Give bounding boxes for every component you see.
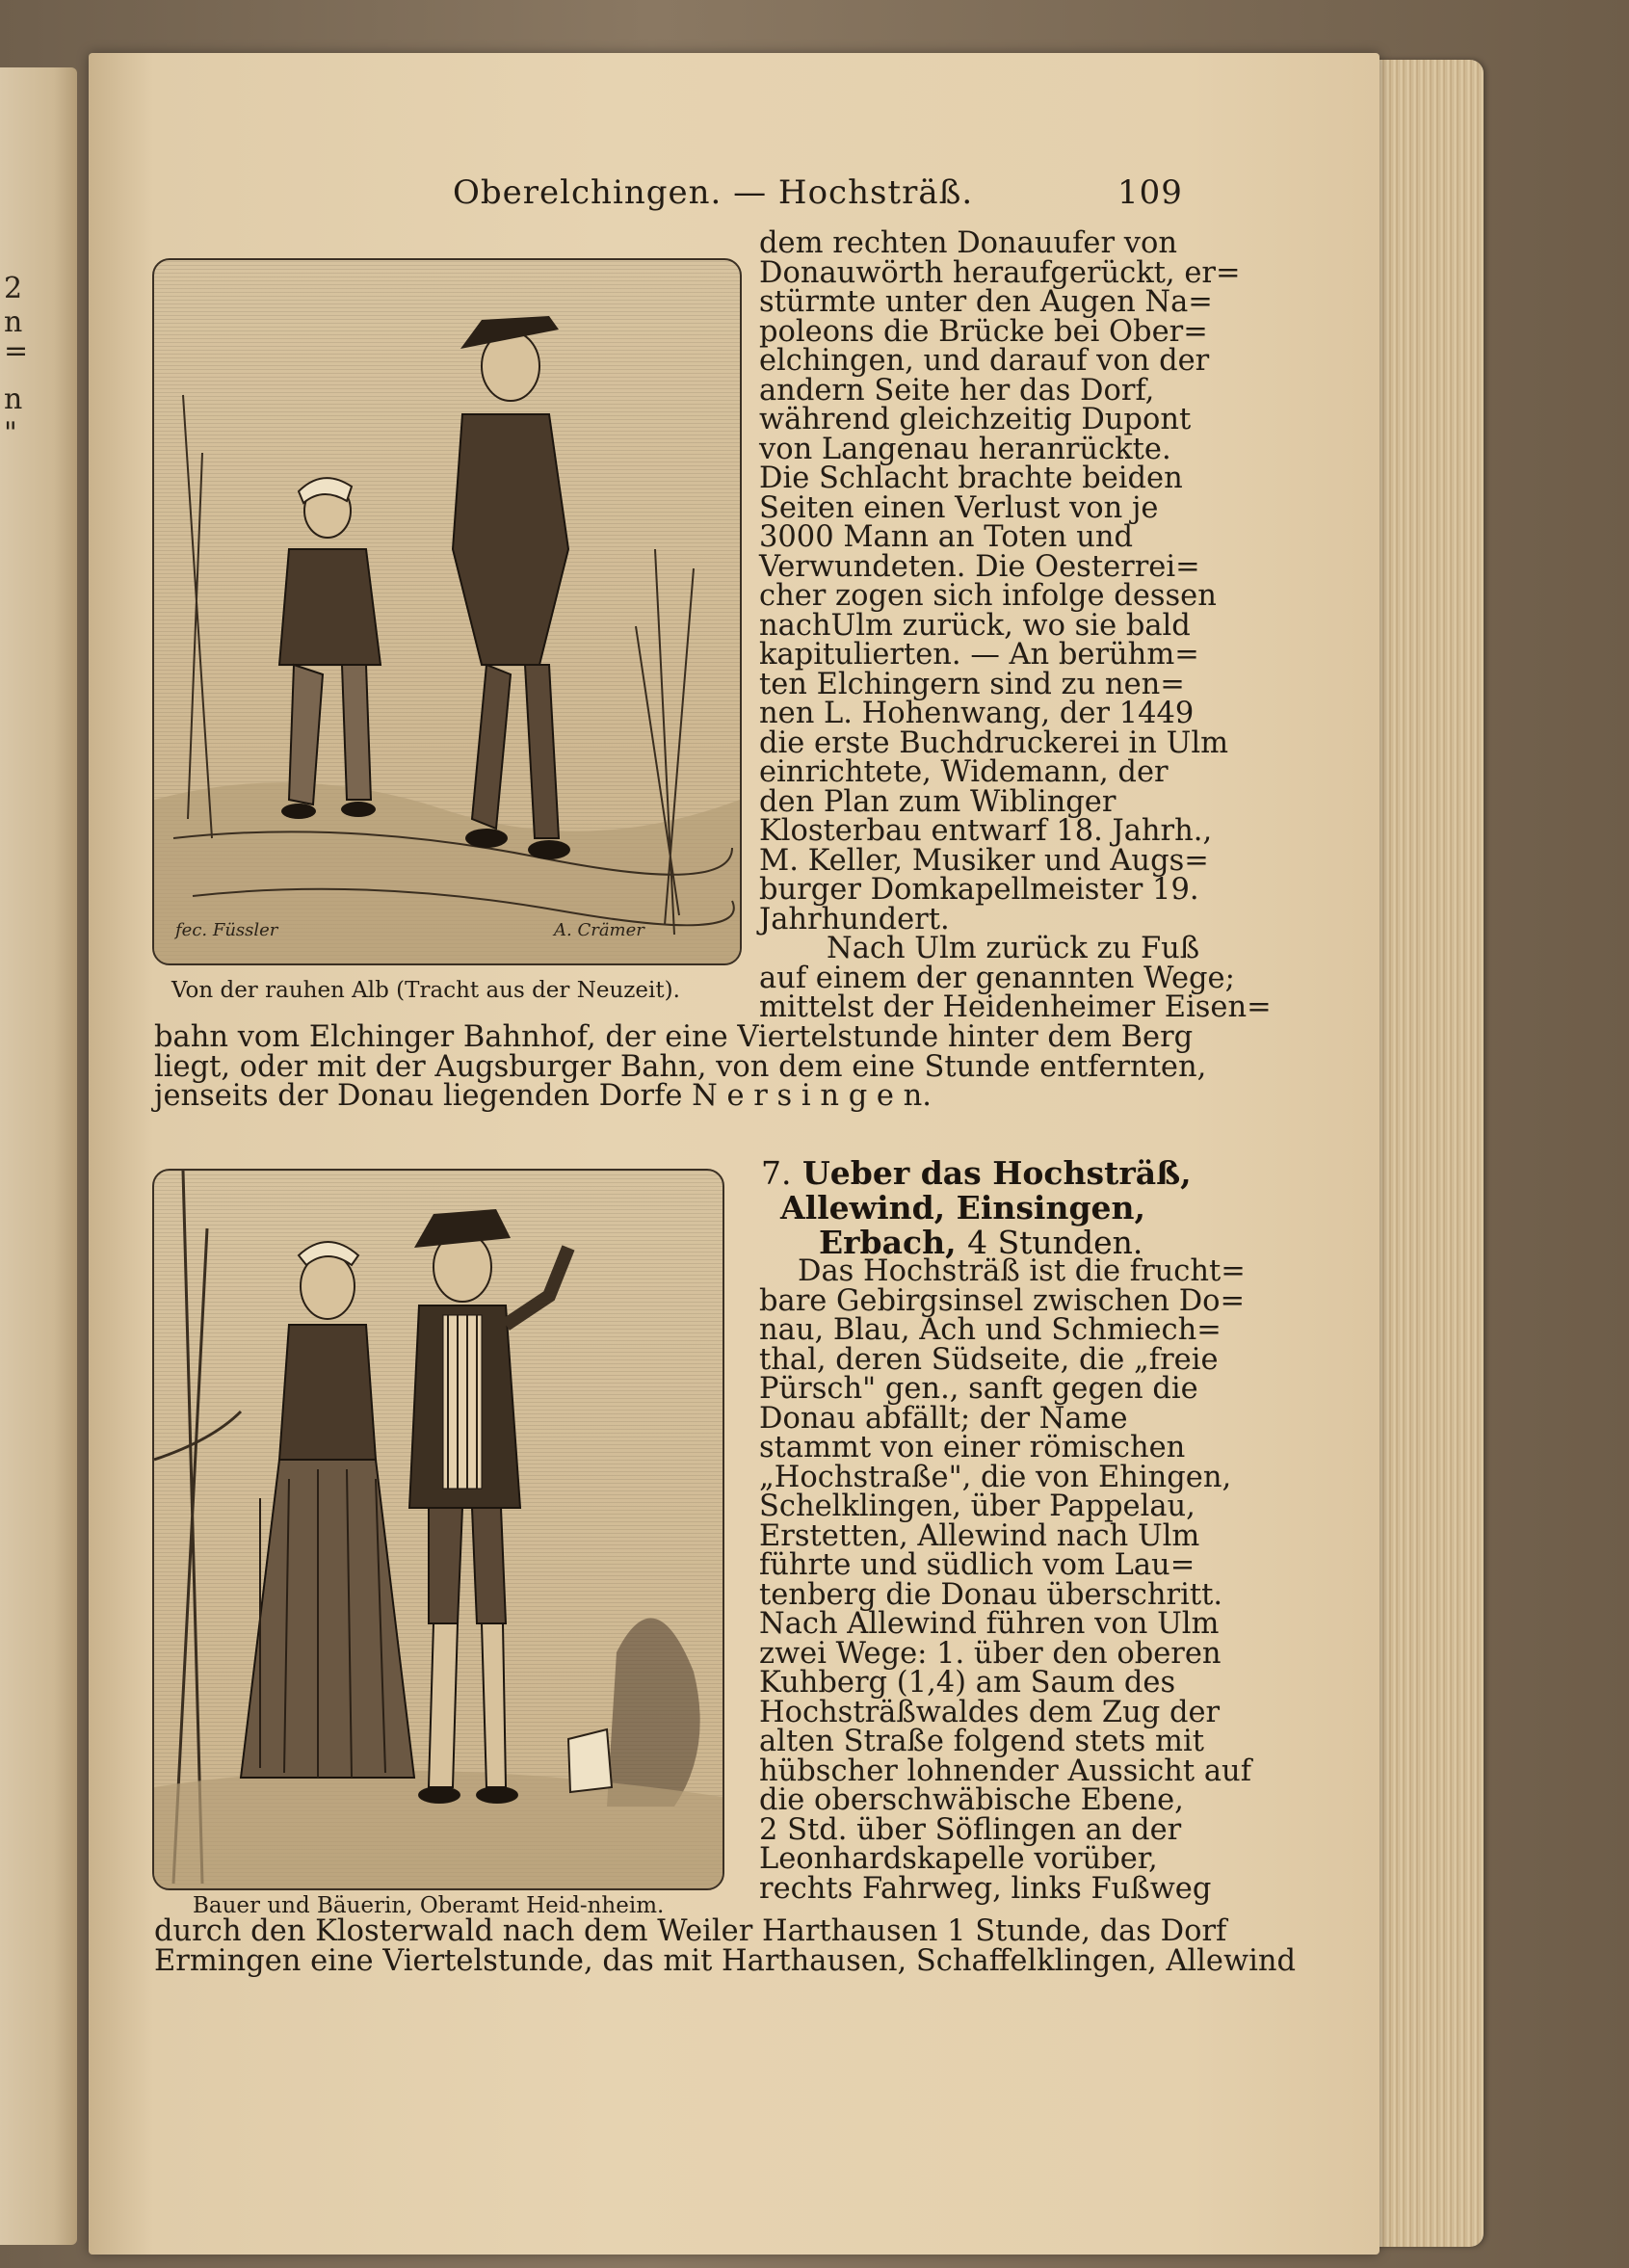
section-title-line: Ueber das Hochsträß, [802,1154,1192,1192]
illustration-caption: Bauer und Bäuerin, Oberamt Heid-nheim. [193,1893,665,1918]
section-heading [761,1156,1192,1260]
left-page-edge [0,67,77,2245]
text-line: die oberschwäbische Ebene, [759,1783,1184,1817]
text-line: Donau abfällt; der Name [759,1401,1128,1436]
text-line: cher zogen sich infolge dessen [759,579,1217,613]
text-line: stürmte unter den Augen Na= [759,285,1213,319]
text-line: Donauwörth heraufgerückt, er= [759,255,1241,290]
section-title-line: Allewind, Einsingen, [780,1189,1146,1226]
text-line: rechts Fahrweg, links Fußweg [759,1871,1212,1906]
text-line: durch den Klosterwald nach dem Weiler Harthausen 1 Stunde, das Dorf [154,1914,1227,1948]
text-line: dem rechten Donauufer von [759,226,1177,260]
left-page-fragment: = [4,334,29,368]
engraving-farmer-couple [154,1171,723,1888]
engraver-signature: A. Crämer [554,920,644,940]
text-line: nau, Blau, Ach und Schmiech= [759,1313,1222,1347]
text-line: Leonhardskapelle vorüber, [759,1842,1158,1876]
text-line: Die Schlacht brachte beiden [759,462,1183,495]
full-width-paragraph [154,1914,1297,1978]
text-line: Verwundeten. Die Oesterrei= [759,549,1200,584]
text-line: thal, deren Südseite, die „freie [759,1342,1219,1377]
text-line: Klosterbau entwarf 18. Jahrh., [759,814,1213,848]
text-line: während gleichzeitig Dupont [759,403,1192,436]
engraving-boy-and-man [154,260,740,963]
engraver-signature: fec. Füssler [175,920,278,940]
left-page-fragment: n [4,305,23,339]
text-column [759,1254,1251,1906]
text-line: elchingen, und darauf von der [759,344,1210,378]
text-line: „Hochstraße", die von Ehingen, [759,1460,1232,1494]
text-line: jenseits der Donau liegenden Dorfe N e r s i n g e n. [154,1079,932,1113]
text-line: Das Hochsträß ist die frucht= [798,1254,1246,1288]
text-line: führte und südlich vom Lau= [759,1548,1195,1582]
text-line: Schelklingen, über Pappelau, [759,1490,1195,1523]
illustration-alb-costume [152,258,742,965]
text-line: nen L. Hohenwang, der 1449 [759,697,1195,730]
text-line: Erstetten, Allewind nach Ulm [759,1518,1200,1553]
text-line: hübscher lohnender Aussicht auf [759,1754,1251,1788]
text-line: andern Seite her das Dorf, [759,373,1155,408]
text-line: mittelst der Heidenheimer Eisen= [759,990,1272,1024]
left-page-fragment: " [4,416,17,450]
text-line: tenberg die Donau überschritt. [759,1577,1223,1612]
text-line: Nach Allewind führen von Ulm [759,1607,1220,1641]
text-line: nachUlm zurück, wo sie bald [759,608,1191,643]
text-line: Pürsch" gen., sanft gegen die [759,1372,1198,1406]
text-line: stammt von einer römischen [759,1431,1186,1464]
text-line: Jahrhundert. [759,902,950,936]
left-page-fragment: 2 [4,272,23,305]
illustration-caption: Von der rauhen Alb (Tracht aus der Neuzeit). [171,978,680,1003]
text-line: 2 Std. über Söflingen an der [759,1812,1182,1847]
text-line: die erste Buchdruckerei in Ulm [759,725,1229,760]
text-line: den Plan zum Wiblinger [759,784,1117,819]
text-line: Hochsträßwaldes dem Zug der [759,1695,1221,1729]
text-line: bare Gebirgsinsel zwischen Do= [759,1283,1246,1318]
text-line: ten Elchingern sind zu nen= [759,667,1185,701]
left-page-fragment: n [4,382,23,416]
text-line: einrichtete, Widemann, der [759,755,1169,789]
text-line: liegt, oder mit der Augsburger Bahn, von dem eine Stunde entfernten, [154,1049,1207,1084]
section-number: 7. [761,1154,792,1192]
full-width-paragraph [154,1020,1207,1113]
text-column [759,226,1272,1024]
section-duration: 4 Stunden. [967,1224,1143,1261]
page-number: 109 [1117,173,1183,212]
section-title-line: Erbach, [819,1224,957,1261]
text-line: kapitulierten. — An berühm= [759,638,1199,672]
text-line: alten Straße folgend stets mit [759,1725,1204,1758]
text-line: Kuhberg (1,4) am Saum des [759,1666,1176,1700]
text-line: zwei Wege: 1. über den oberen [759,1636,1222,1671]
text-line: Nach Ulm zurück zu Fuß [827,932,1200,965]
text-line: auf einem der genannten Wege; [759,961,1235,995]
running-head-title: Oberelchingen. — Hochsträß. [453,173,974,212]
text-line: M. Keller, Musiker und Augs= [759,843,1209,878]
text-line: poleons die Brücke bei Ober= [759,314,1208,349]
text-line: Ermingen eine Viertelstunde, das mit Harthausen, Schaffelklingen, Allewind [154,1943,1297,1978]
text-line: von Langenau heranrückte. [759,432,1171,466]
illustration-farmer-couple [152,1169,724,1890]
text-line: 3000 Mann an Toten und [759,520,1134,554]
text-line: burger Domkapellmeister 19. [759,873,1199,907]
text-line: bahn vom Elchinger Bahnhof, der eine Viertelstunde hinter dem Berg [154,1020,1194,1054]
text-line: Seiten einen Verlust von je [759,490,1159,525]
